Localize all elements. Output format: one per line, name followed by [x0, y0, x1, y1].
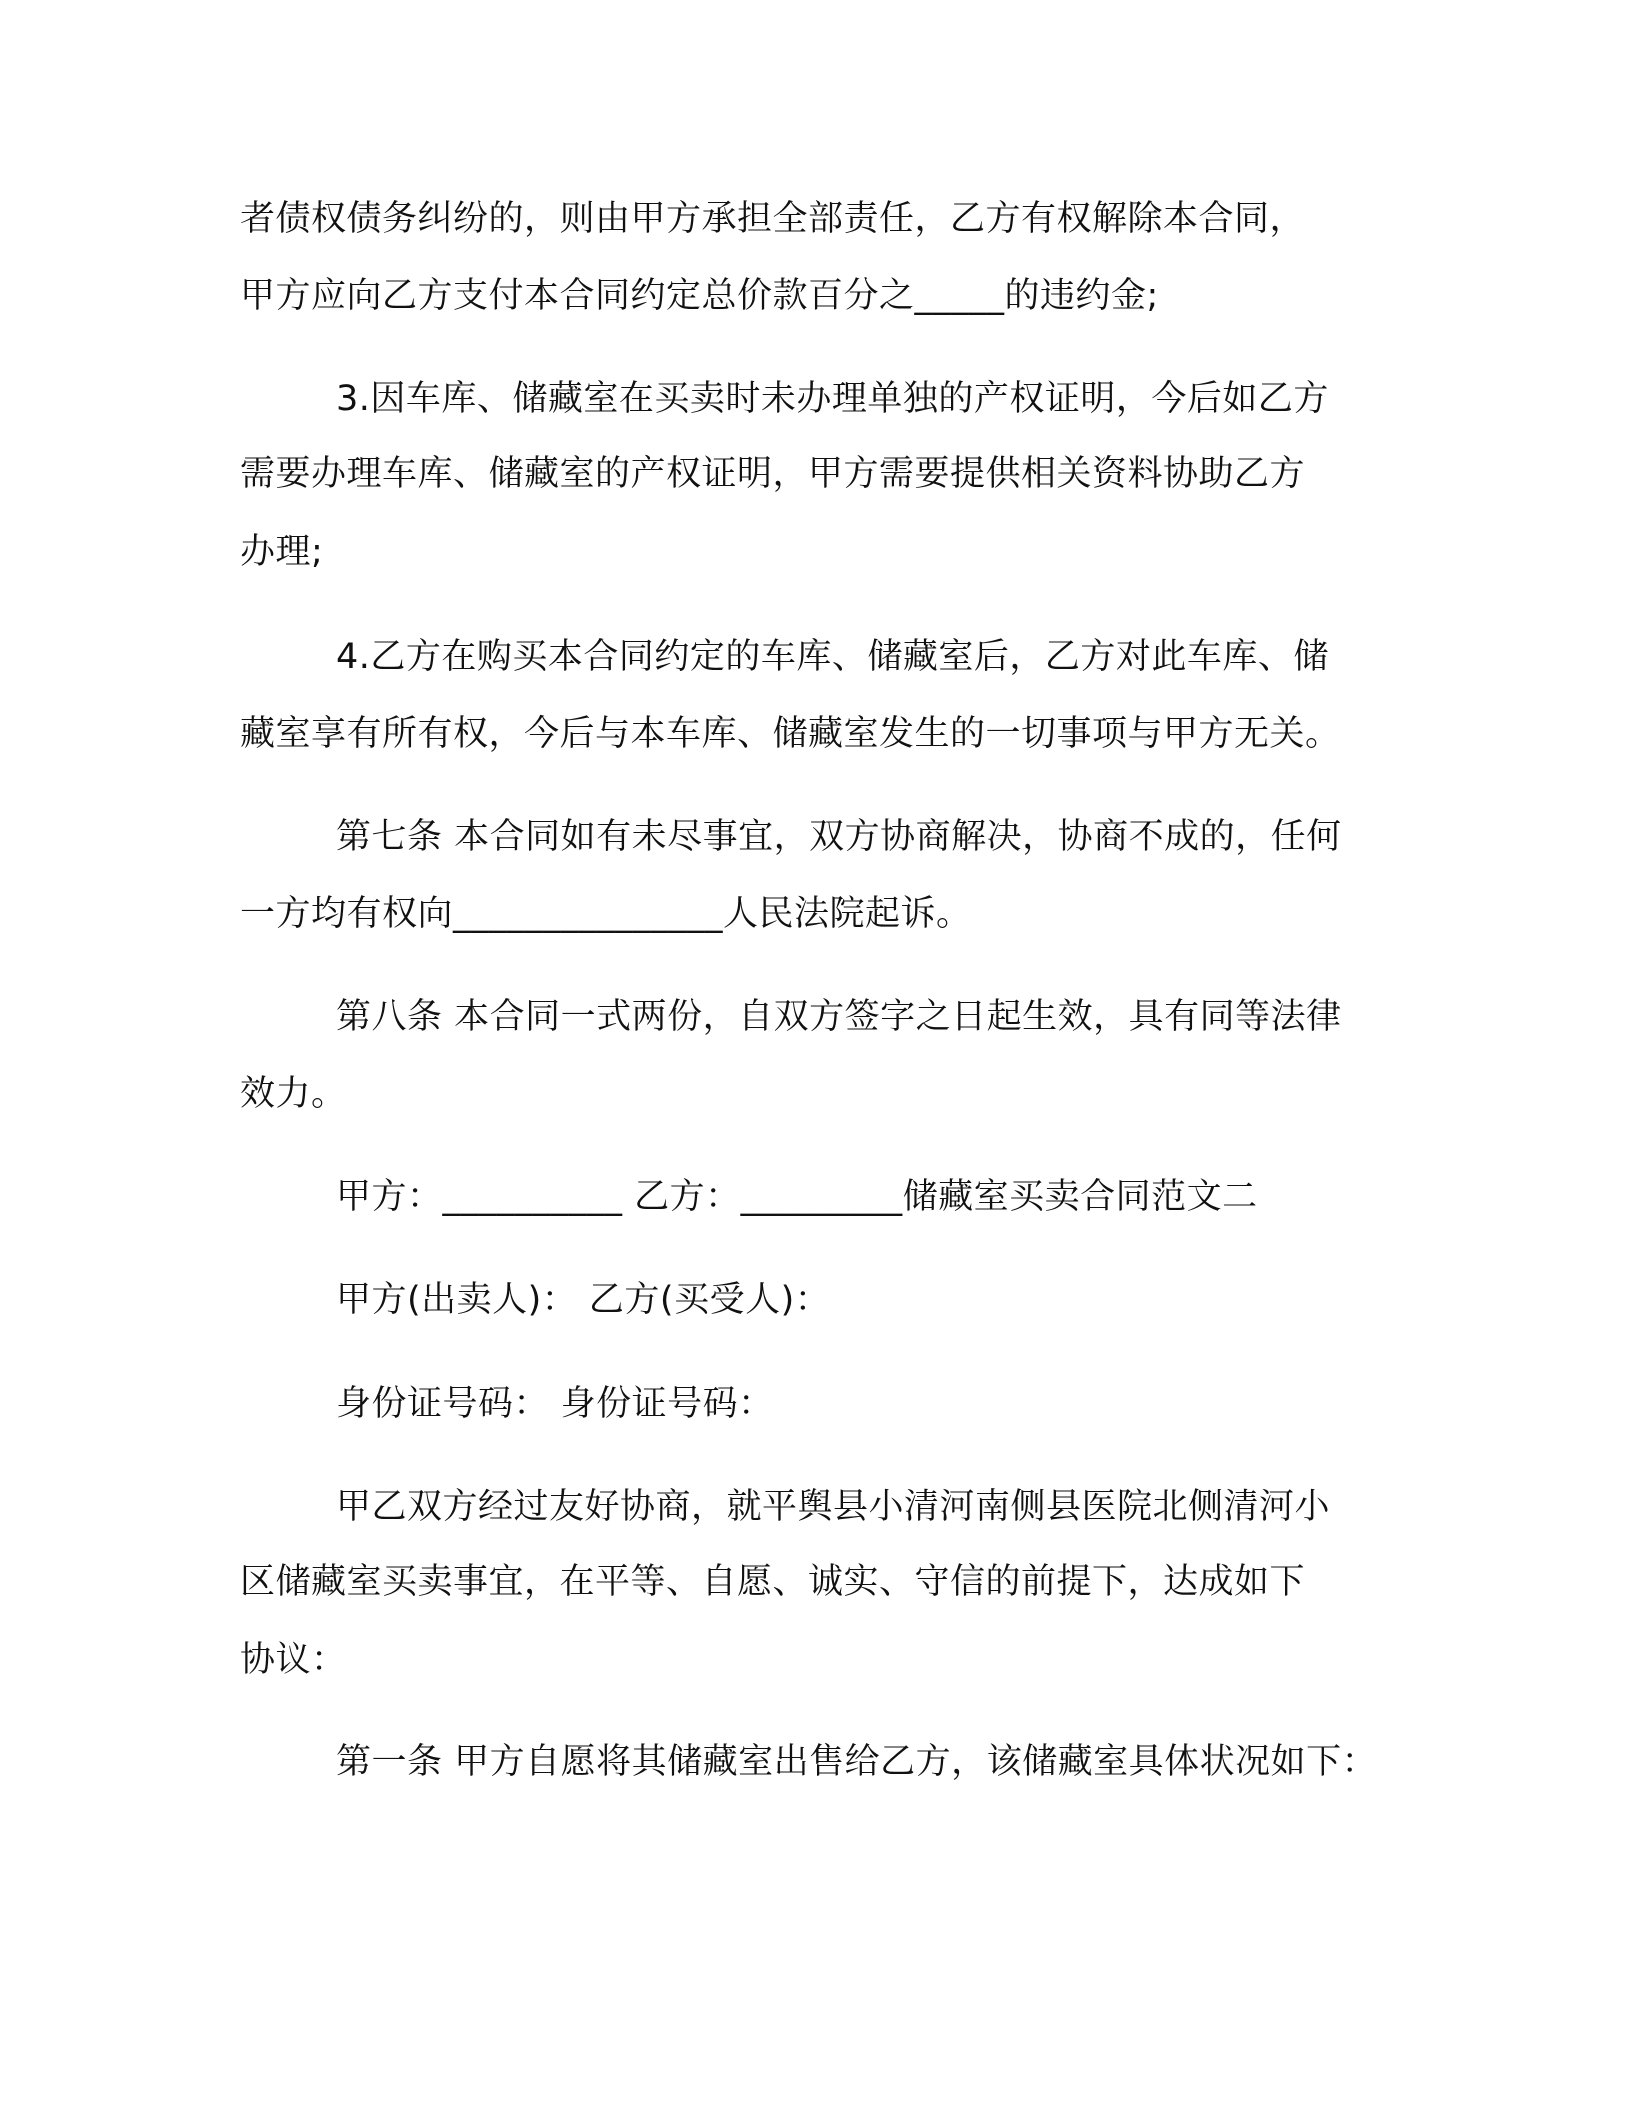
- text-line-6: 4.乙方在购买本合同约定的车库、储藏室后，乙方对此车库、储: [336, 637, 1329, 677]
- text-line-5: 办理;: [240, 532, 324, 572]
- text-line-12: 甲方：__________ 乙方：_________储藏室买卖合同范文二: [336, 1177, 1258, 1217]
- text-line-17: 协议：: [240, 1640, 347, 1680]
- text-line-2: 甲方应向乙方支付本合同约定总价款百分之_____的违约金;: [240, 276, 1159, 316]
- text-line-10: 第八条 本合同一式两份，自双方签字之日起生效，具有同等法律: [336, 997, 1342, 1037]
- text-line-16: 区储藏室买卖事宜，在平等、自愿、诚实、守信的前提下，达成如下: [240, 1562, 1306, 1602]
- text-line-15: 甲乙双方经过友好协商，就平舆县小清河南侧县医院北侧清河小: [336, 1487, 1331, 1527]
- text-line-4: 需要办理车库、储藏室的产权证明，甲方需要提供相关资料协助乙方: [240, 454, 1306, 494]
- text-line-3: 3.因车库、储藏室在买卖时未办理单独的产权证明，今后如乙方: [336, 379, 1329, 419]
- text-line-1: 者债权债务纠纷的，则由甲方承担全部责任，乙方有权解除本合同，: [240, 199, 1306, 239]
- text-line-8: 第七条 本合同如有未尽事宜，双方协商解决，协商不成的，任何: [336, 817, 1342, 857]
- text-line-14: 身份证号码： 身份证号码：: [336, 1384, 774, 1424]
- text-line-9: 一方均有权向_______________人民法院起诉。: [240, 894, 972, 934]
- text-line-13: 甲方(出卖人)： 乙方(买受人)：: [336, 1280, 831, 1320]
- text-line-7: 藏室享有所有权，今后与本车库、储藏室发生的一切事项与甲方无关。: [240, 714, 1341, 754]
- text-line-18: 第一条 甲方自愿将其储藏室出售给乙方，该储藏室具体状况如下：: [336, 1742, 1378, 1782]
- text-line-11: 效力。: [240, 1074, 347, 1114]
